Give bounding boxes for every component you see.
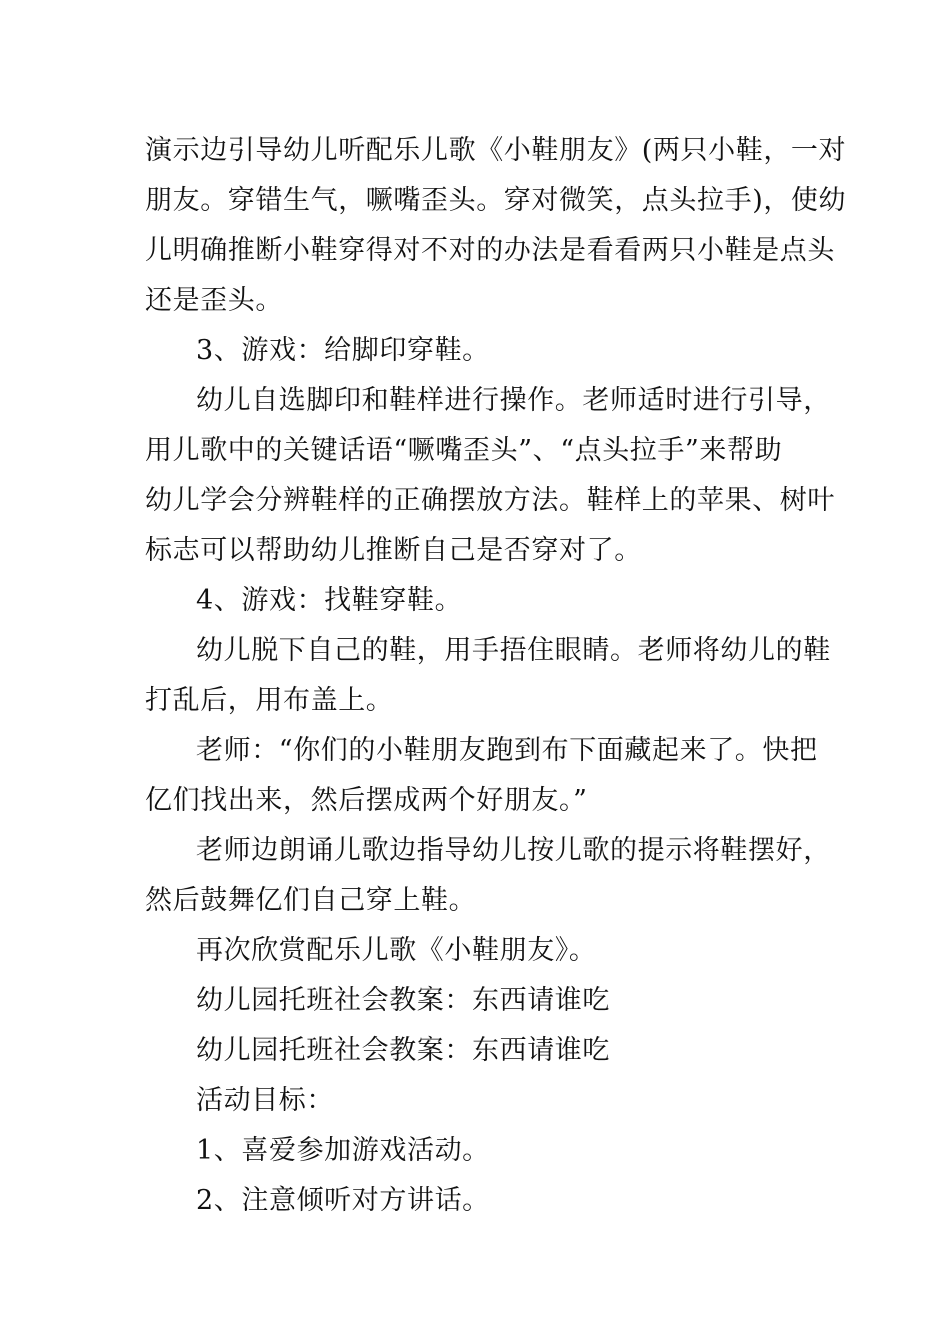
section-heading: 4、游戏：找鞋穿鞋。 bbox=[196, 585, 463, 616]
text-line: 标志可以帮助幼儿推断自己是否穿对了。 bbox=[145, 535, 642, 566]
text-line: 然后鼓舞亿们自己穿上鞋。 bbox=[145, 885, 477, 916]
text-line: 打乱后，用布盖上。 bbox=[145, 685, 394, 716]
lesson-title: 幼儿园托班社会教案：东西请谁吃 bbox=[196, 985, 610, 1016]
text-line: 再次欣赏配乐儿歌《小鞋朋友》。 bbox=[196, 935, 597, 966]
text-line: 幼儿脱下自己的鞋，用手捂住眼睛。老师将幼儿的鞋 bbox=[196, 635, 831, 666]
text-line: 老师边朗诵儿歌边指导幼儿按儿歌的提示将鞋摆好， bbox=[196, 835, 831, 866]
text-line: 用儿歌中的关键话语“噘嘴歪头”、“点头拉手”来帮助 bbox=[145, 435, 783, 466]
text-line: 儿明确推断小鞋穿得对不对的办法是看看两只小鞋是点头 bbox=[145, 235, 835, 266]
text-line: 亿们找出来，然后摆成两个好朋友。” bbox=[145, 785, 588, 816]
text-line: 老师：“你们的小鞋朋友跑到布下面藏起来了。快把 bbox=[196, 735, 818, 766]
section-heading: 活动目标： bbox=[196, 1085, 334, 1116]
text-line: 朋友。穿错生气，噘嘴歪头。穿对微笑，点头拉手)，使幼 bbox=[145, 185, 847, 216]
text-line: 幼儿学会分辨鞋样的正确摆放方法。鞋样上的苹果、树叶 bbox=[145, 485, 835, 516]
section-heading: 3、游戏：给脚印穿鞋。 bbox=[196, 335, 490, 366]
list-item: 2、注意倾听对方讲话。 bbox=[196, 1185, 490, 1216]
list-item: 1、喜爱参加游戏活动。 bbox=[196, 1135, 490, 1166]
text-line: 还是歪头。 bbox=[145, 285, 283, 316]
text-line: 演示边引导幼儿听配乐儿歌《小鞋朋友》(两只小鞋，一对 bbox=[145, 135, 847, 166]
lesson-title: 幼儿园托班社会教案：东西请谁吃 bbox=[196, 1035, 610, 1066]
text-line: 幼儿自选脚印和鞋样进行操作。老师适时进行引导， bbox=[196, 385, 831, 416]
